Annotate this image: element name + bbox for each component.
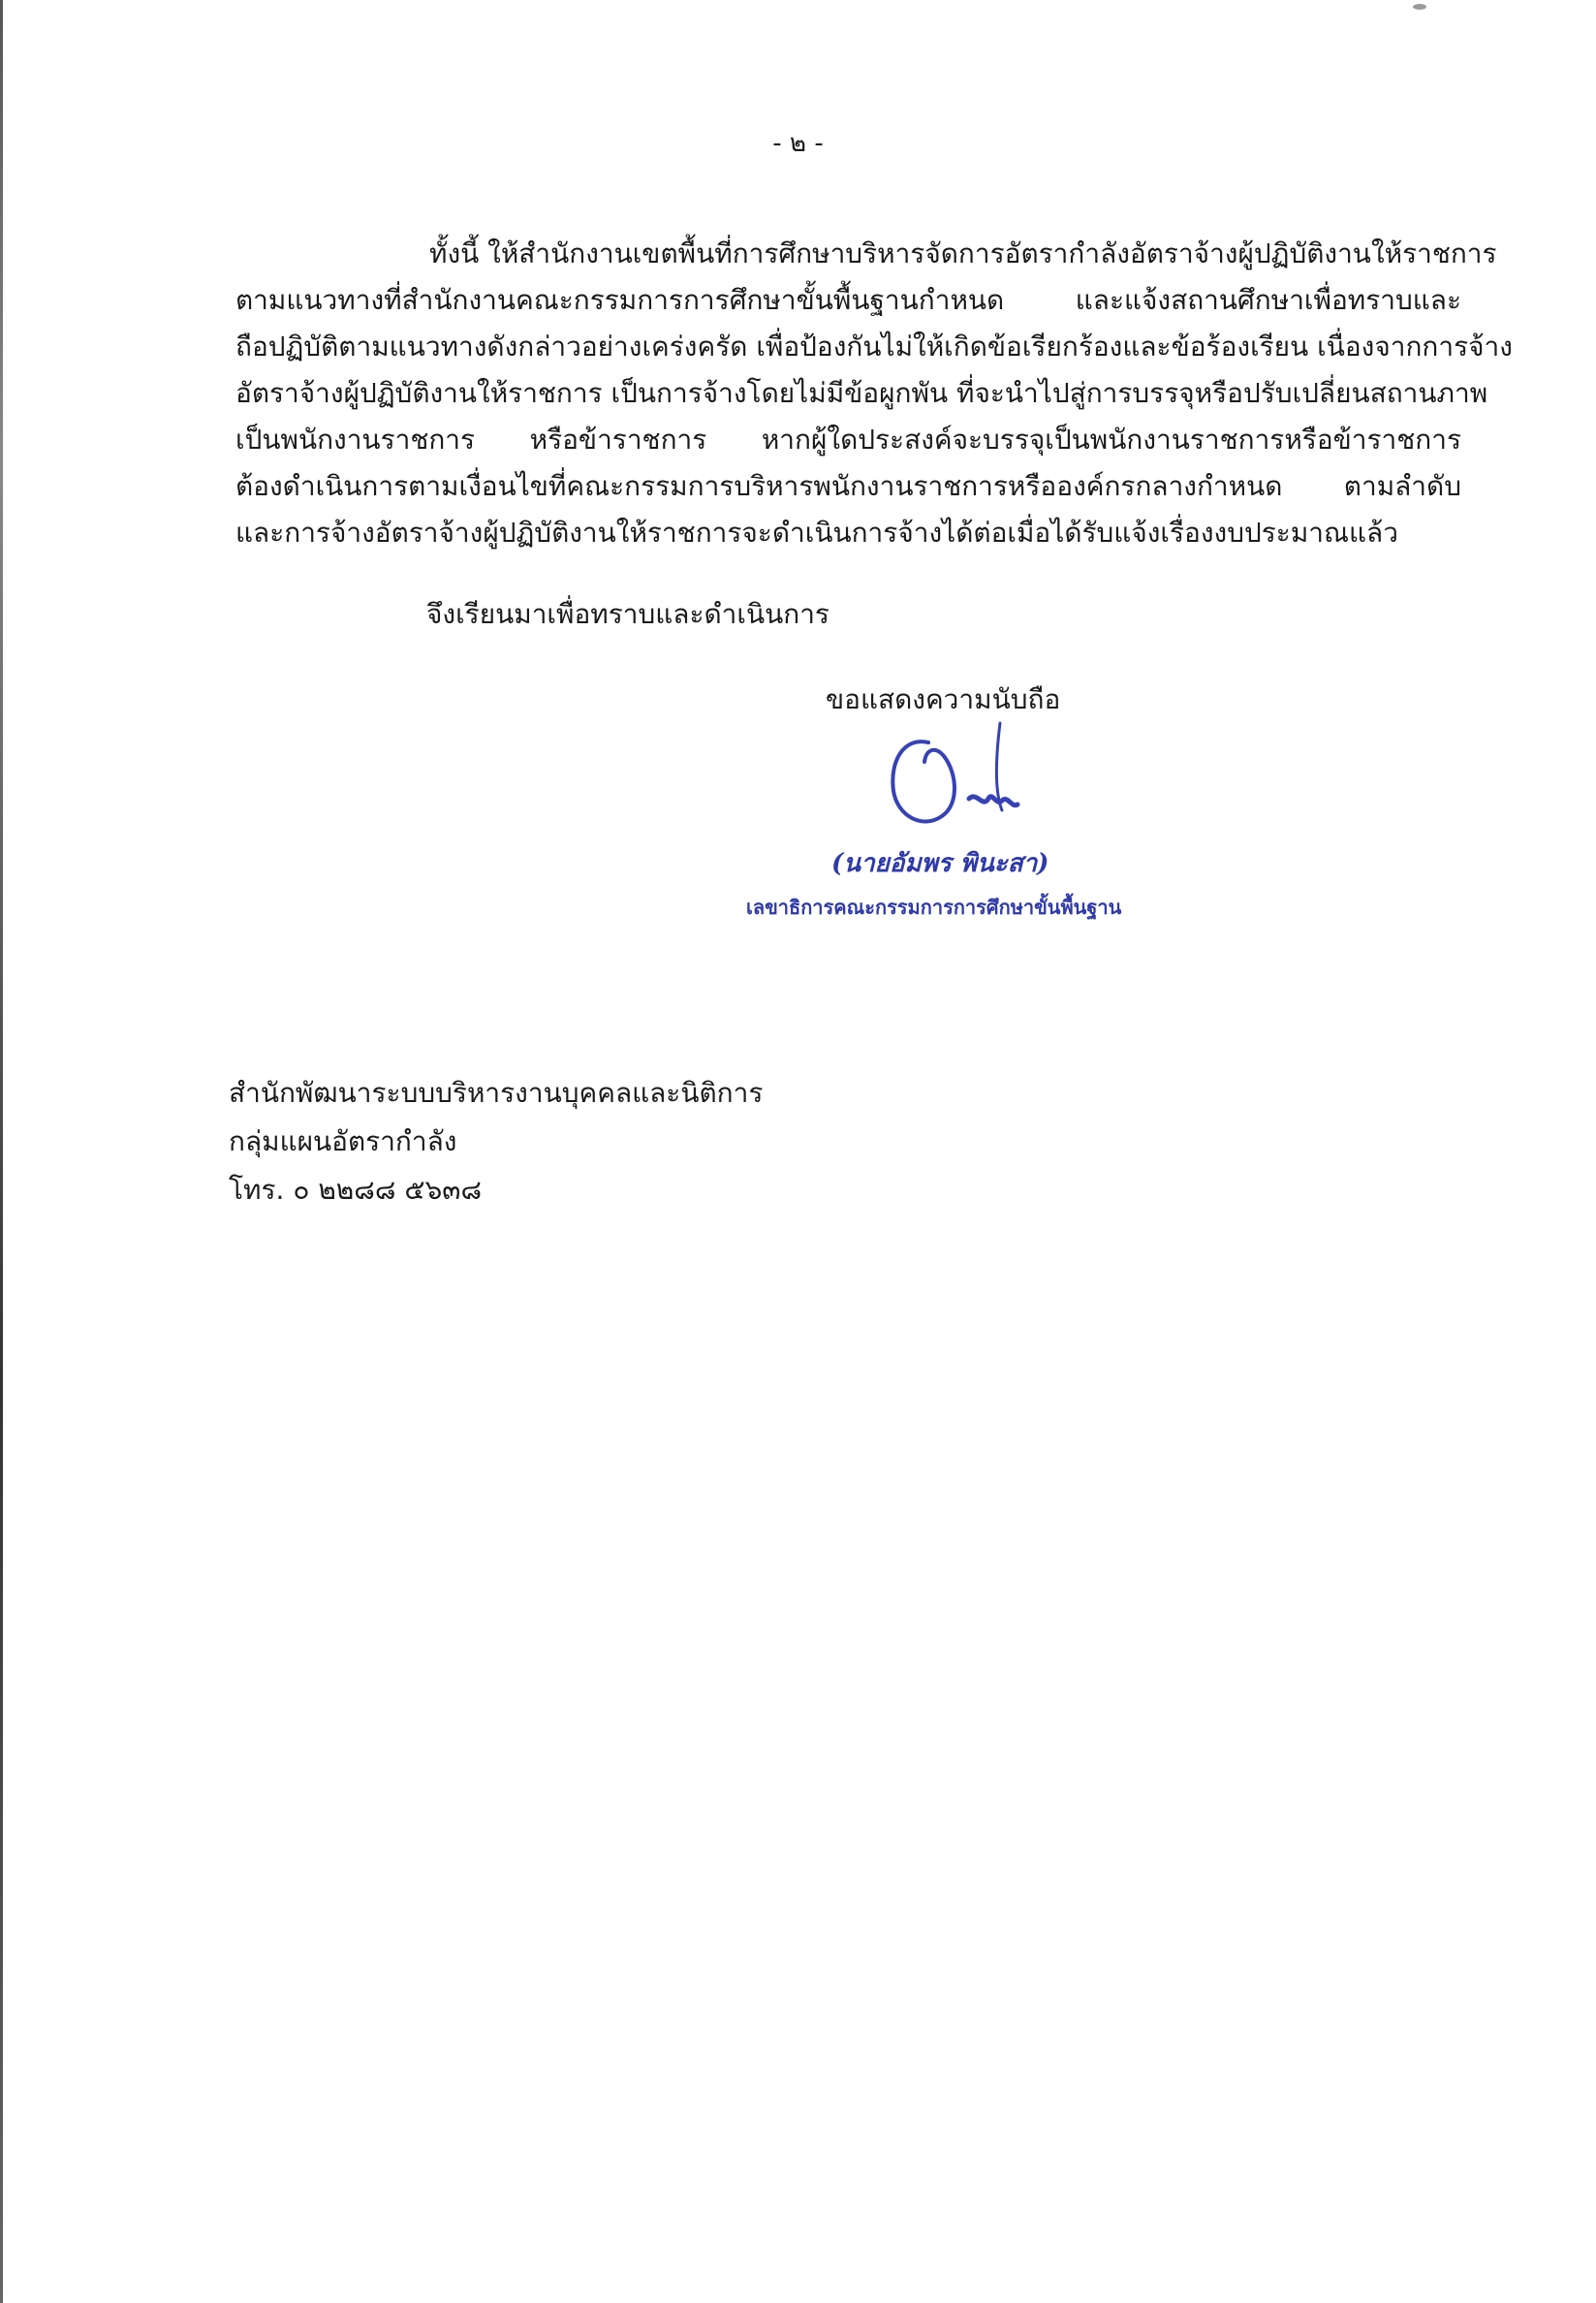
signer-name: (นายอัมพร พินะสา): [831, 849, 1049, 878]
body-line: อัตราจ้างผู้ปฏิบัติงานให้ราชการ เป็นการจ้างโดยไม่มีข้อผูกพัน ที่จะนำไปสู่การบรรจุหรือปรับเปลี่ยนสถานภาพ: [235, 377, 1488, 409]
body-line: ต้องดำเนินการตามเงื่อนไขที่คณะกรรมการบริหารพนักงานราชการหรือองค์กรกลางกำหนด ตามลำดับ: [235, 470, 1461, 502]
body-line: ตามแนวทางที่สำนักงานคณะกรรมการการศึกษาขั้นพื้นฐานกำหนด และแจ้งสถานศึกษาเพื่อทราบและ: [235, 284, 1461, 316]
page-number: - ๒ -: [772, 129, 824, 158]
footer-group: กลุ่มแผนอัตรากำลัง: [229, 1125, 457, 1157]
footer-phone: โทร. ๐ ๒๒๘๘ ๕๖๓๘: [229, 1174, 483, 1206]
salutation: ขอแสดงความนับถือ: [826, 683, 1061, 715]
scan-speck: [1413, 4, 1426, 10]
scan-page-edge: [0, 0, 3, 2303]
body-line: และการจ้างอัตราจ้างผู้ปฏิบัติงานให้ราชการจะดำเนินการจ้างได้ต่อเมื่อได้รับแจ้งเรื่องงบประมาณแล้ว: [235, 517, 1398, 549]
body-line: ทั้งนี้ ให้สำนักงานเขตพื้นที่การศึกษาบริหารจัดการอัตรากำลังอัตราจ้างผู้ปฏิบัติงานให้ราชการ: [429, 237, 1497, 269]
body-paragraph: [235, 231, 1513, 556]
body-line: ถือปฏิบัติตามแนวทางดังกล่าวอย่างเคร่งครัด เพื่อป้องกันไม่ให้เกิดข้อเรียกร้องและข้อร้องเรียน เนื่องจากการจ้าง: [235, 331, 1513, 363]
closing-line: จึงเรียนมาเพื่อทราบและดำเนินการ: [426, 598, 829, 630]
footer-contact: [229, 1069, 763, 1215]
body-line: เป็นพนักงานราชการ หรือข้าราชการ หากผู้ใดประสงค์จะบรรจุเป็นพนักงานราชการหรือข้าราชการ: [235, 424, 1461, 456]
footer-office: สำนักพัฒนาระบบบริหารงานบุคคลและนิติการ: [229, 1077, 764, 1109]
signer-position: เลขาธิการคณะกรรมการการศึกษาขั้นพื้นฐาน: [746, 896, 1122, 919]
handwritten-signature: [872, 715, 1047, 851]
